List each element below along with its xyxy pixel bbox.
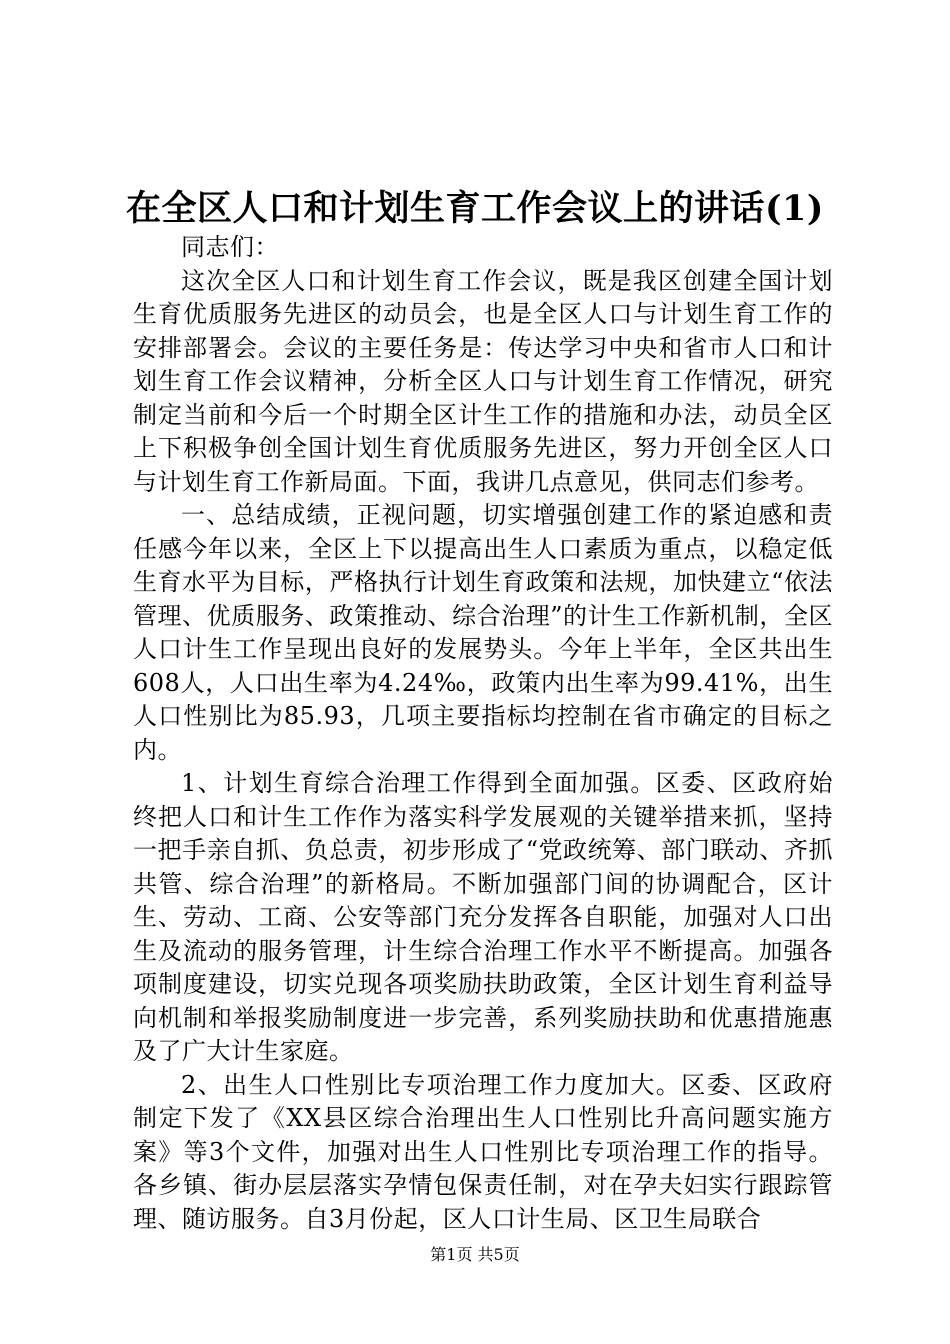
document-title: 在全区人口和计划生育工作会议上的讲话(1) — [126, 188, 824, 229]
paragraph-item-one: 1、计划生育综合治理工作得到全面加强。区委、区政府始终把人口和计生工作作为落实科学发展观的关键举措来抓，坚持一把手亲自抓、负总责，初步形成了“党政统筹、部门联动、齐抓共管、综合治理”的新格局。不断加强部门间的协调配合，区计生、劳动、工商、公安等部门充分发挥各自职能，加强对人口出生及流动的服务管理，计生综合治理工作水平不断提高。加强各项制度建设，切实兑现各项奖励扶助政策，全区计划生育利益导向机制和举报奖励制度进一步完善，系列奖励扶助和优惠措施惠及了广大计生家庭。 — [133, 769, 833, 1065]
salutation: 同志们： — [181, 233, 279, 261]
page-number-footer: 第1页 共5页 — [430, 1245, 520, 1264]
paragraph-intro: 这次全区人口和计划生育工作会议，既是我区创建全国计划生育优质服务先进区的动员会，也是全区人口与计划生育工作的安排部署会。会议的主要任务是：传达学习中央和省市人口和计划生育工作会议精神，分析全区人口与计划生育工作情况，研究制定当前和今后一个时期全区计生工作的措施和办法，动员全区上下积极争创全国计划生育优质服务先进区，努力开创全区人口与计划生育工作新局面。下面，我讲几点意见，供同志们参考。 — [133, 266, 833, 496]
document-body — [133, 231, 833, 1236]
paragraph-item-two: 2、出生人口性别比专项治理工作力度加大。区委、区政府制定下发了《XX县区综合治理出生人口性别比升高问题实施方案》等3个文件，加强对出生人口性别比专项治理工作的指导。各乡镇、街办层层落实孕情包保责任制，对在孕夫妇实行跟踪管理、随访服务。自3月份起，区人口计生局、区卫生局联合 — [133, 1070, 833, 1233]
paragraph-section-one: 一、总结成绩，正视问题，切实增强创建工作的紧迫感和责任感今年以来，全区上下以提高出生人口素质为重点，以稳定低生育水平为目标，严格执行计划生育政策和法规，加快建立“依法管理、优质服务、政策推动、综合治理”的计生工作新机制，全区人口计生工作呈现出良好的发展势头。今年上半年，全区共出生608人，人口出生率为4.24‰，政策内出生率为99.41%，出生人口性别比为85.93，几项主要指标均控制在省市确定的目标之内。 — [133, 501, 833, 764]
